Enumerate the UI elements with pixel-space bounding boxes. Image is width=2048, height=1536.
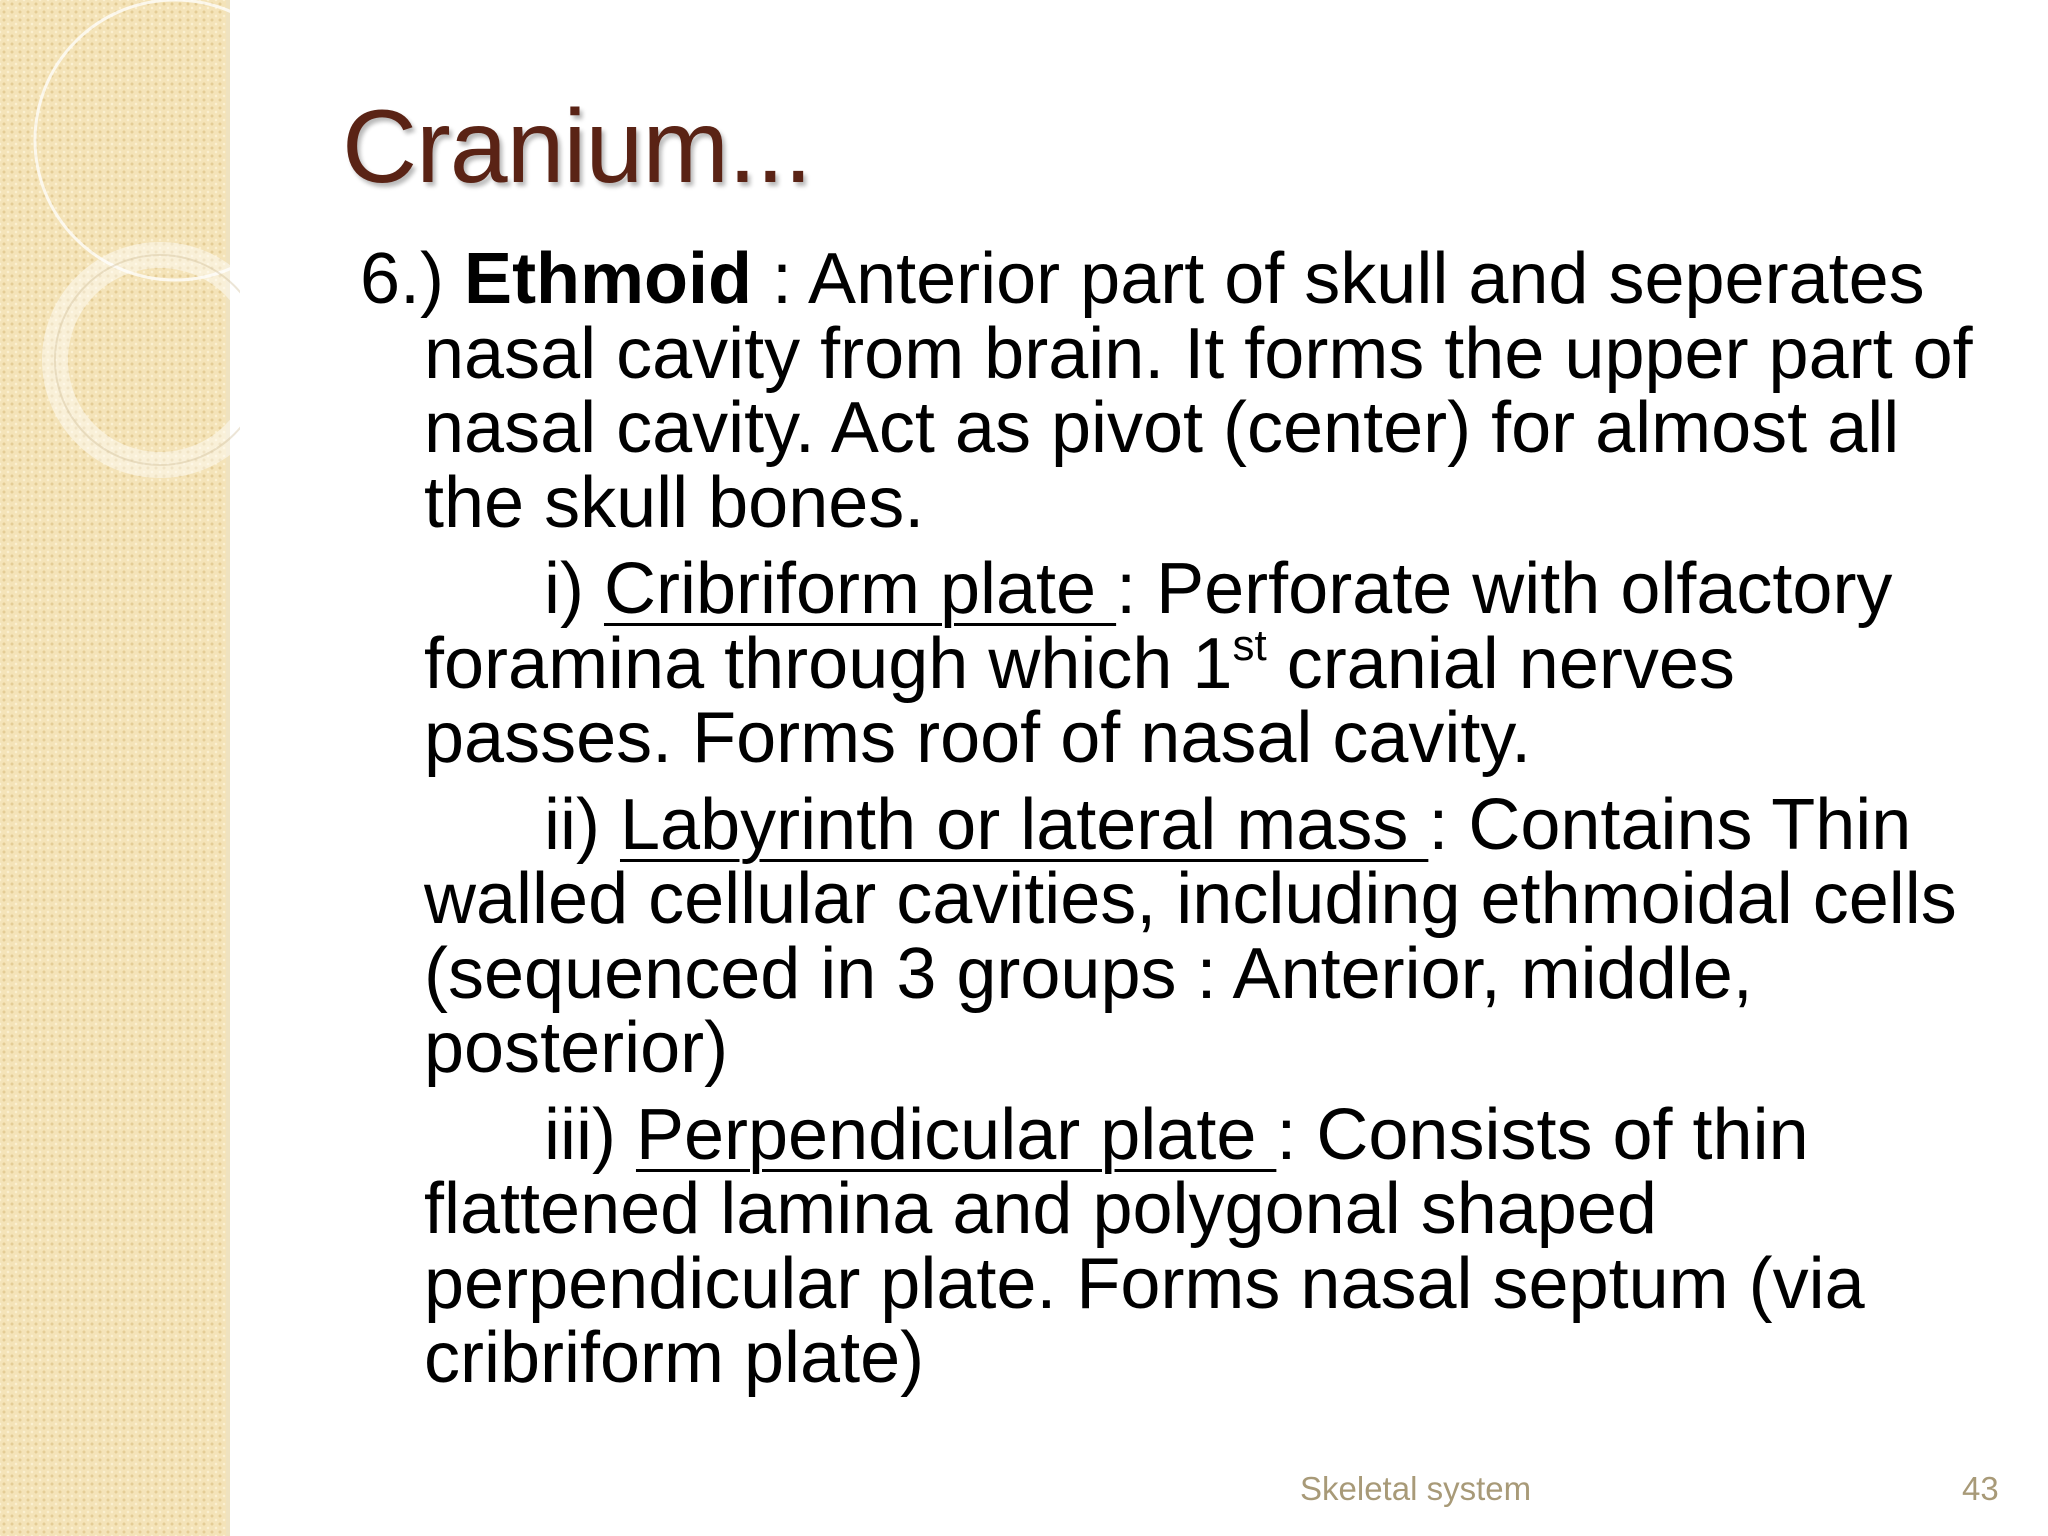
footer-label: Skeletal system (1300, 1470, 1532, 1507)
sub-item-perpendicular (360, 1094, 2000, 1398)
sub-item-name: Labyrinth or lateral mass (619, 784, 1429, 865)
sub-item-text: : Contains Thin walled cellular cavities, including ethmoidal cells (sequenced in 3 groups : Anterior, middle, posterior) (424, 784, 1957, 1088)
item-description: : Anterior part of skull and seperates nasal cavity from brain. It forms the upper part of nasal cavity. Act as pivot (center) for almost all the skull bones. (424, 239, 1973, 543)
sub-item-name: Perpendicular plate (635, 1094, 1277, 1175)
sub-item-marker: i) (544, 549, 604, 629)
slide-title: Cranium... (342, 89, 812, 205)
sub-item-name: Cribriform plate (603, 549, 1117, 629)
sub-item-text-continued: cranial nerves passes. Forms roof of nasal cavity. (424, 623, 1735, 778)
sub-item-text: : Consists of thin flattened lamina and polygonal shaped perpendicular plate. Forms nasal septum (via cribriform plate) (424, 1094, 1865, 1398)
item-term: Ethmoid (464, 239, 753, 319)
sub-item-cribriform (360, 549, 2000, 778)
main-item (360, 239, 2000, 543)
item-number: 6.) (360, 239, 445, 319)
sub-item-text: : Perforate with olfactory foramina through which 1 (424, 549, 1893, 704)
sub-item-labyrinth (360, 784, 2000, 1088)
decorative-sidebar (0, 0, 230, 1536)
sub-item-marker: ii) (544, 784, 620, 865)
superscript: st (1232, 620, 1267, 670)
sub-item-marker: iii) (544, 1094, 636, 1175)
slide-body (360, 239, 2000, 1398)
page-number: 43 (1962, 1470, 1999, 1507)
